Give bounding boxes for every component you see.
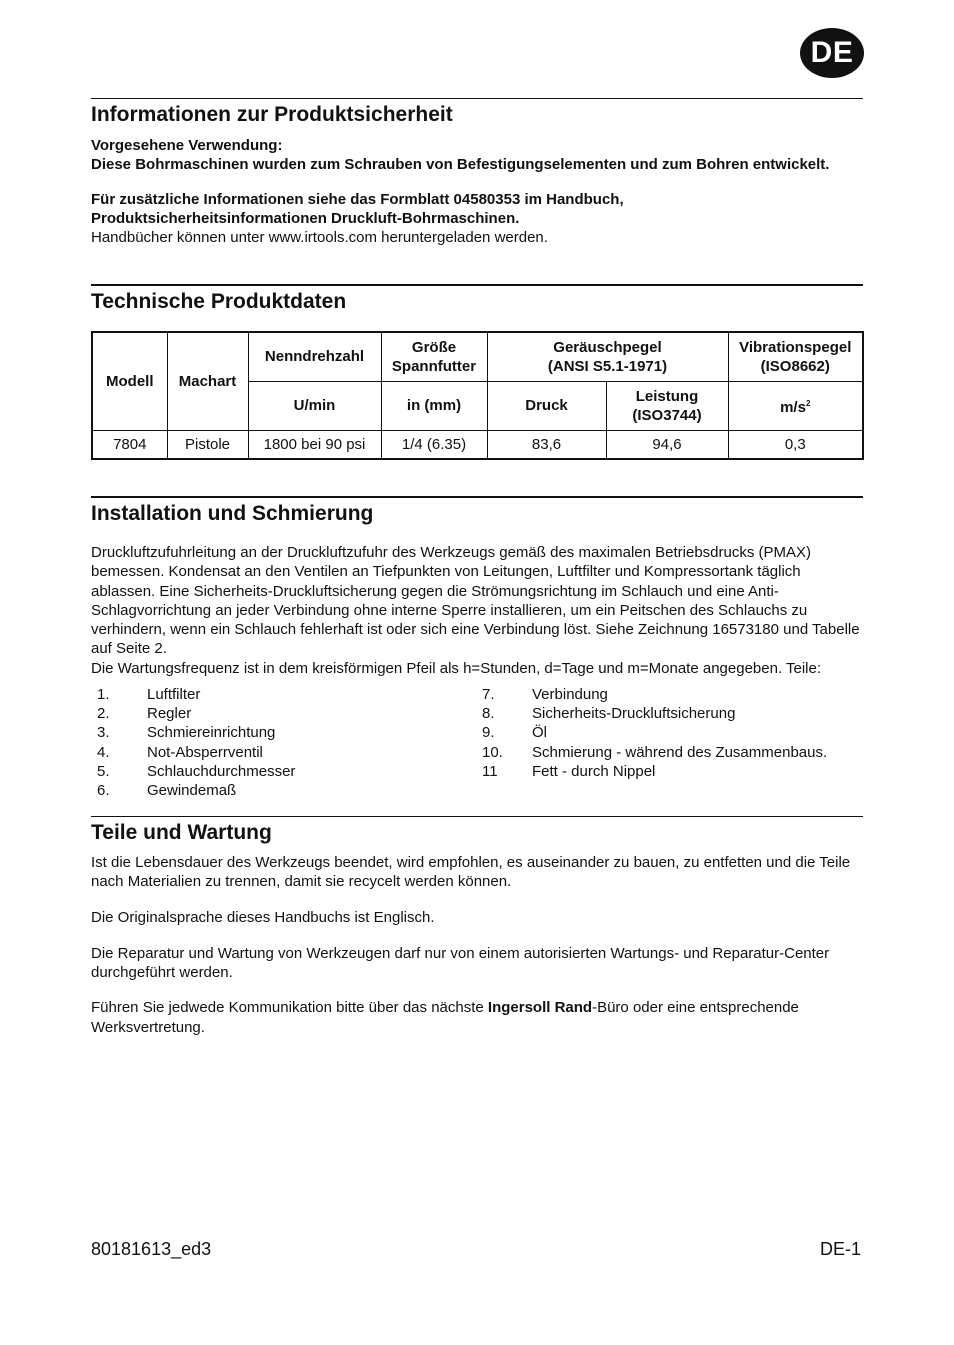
unit-ms-superscript: 2: [805, 399, 811, 408]
header-modell: Modell: [92, 332, 167, 430]
unit-druck: Druck: [487, 381, 606, 430]
parts-list-left: [91, 685, 476, 800]
header-vibration-line1: Vibrationspegel: [739, 338, 852, 356]
footer-page-number: DE-1: [819, 1239, 861, 1259]
list-item-number: 7.: [482, 686, 495, 704]
unit-ms-text: m/s: [780, 399, 806, 416]
header-vibrationspegel: [728, 332, 863, 381]
intended-use-text: Diese Bohrmaschinen wurden zum Schrauben von Befestigungselementen und zum Bohren entwickelt.: [91, 156, 830, 174]
list-item-text: Sicherheits-Druckluftsicherung: [532, 705, 736, 723]
section-divider: [91, 284, 863, 286]
section-parts-maintenance: [91, 816, 863, 1037]
contact-text-before: Führen Sie jedwede Kommunikation bitte über das nächste: [91, 999, 488, 1017]
list-item: [91, 781, 476, 800]
heading-technical-data: Technische Produktdaten: [91, 290, 347, 313]
brand-name: Ingersoll Rand: [487, 999, 593, 1017]
header-machart: Machart: [167, 332, 248, 430]
list-item: [91, 743, 476, 762]
section-technical-data: [91, 284, 863, 315]
list-item: [91, 762, 476, 781]
list-item: [91, 685, 476, 704]
list-item-text: Gewindemaß: [147, 782, 237, 800]
unit-umin: U/min: [248, 381, 381, 430]
installation-paragraph: Druckluftzufuhrleitung an der Druckluftzufuhr des Werkzeugs gemäß des maximalen Betriebsdrucks (PMAX) bemessen. Kondensat an den Ventilen an Tiefpunkten von Leitungen, Luftfilter und Kompressortank täglich ablassen. Eine Sicherheits-Druckluftsicherung gegen die Strömungsrichtung im Schlauch und eine Anti-Schlagvorrichtung an jeder Verbindung ohne interne Sperre installieren, um ein Peitschen des Schlauchs zu verhindern, wenn ein Schlauch fehlerhaft ist oder sich eine Verbindung löst. Siehe Zeichnung 16573180 und Tabelle auf Seite 2.: [91, 544, 860, 658]
manual-download-text: Handbücher können unter www.irtools.com heruntergeladen werden.: [91, 229, 548, 247]
list-item: [476, 704, 861, 723]
heading-installation: Installation und Schmierung: [91, 502, 374, 525]
header-groesse: [381, 332, 487, 381]
language-badge: DE: [800, 28, 864, 78]
list-item-number: 11: [482, 762, 498, 780]
list-item: [476, 762, 861, 781]
original-language-text: Die Originalsprache dieses Handbuchs ist Englisch.: [91, 908, 435, 926]
additional-info-text: Für zusätzliche Informationen siehe das Formblatt 04580353 im Handbuch, Produktsicherheitsinformationen Druckluft-Bohrmaschinen.: [91, 190, 624, 227]
parts-list-right: [476, 685, 861, 800]
header-nenndrehzahl: Nenndrehzahl: [248, 332, 381, 381]
cell-modell: 7804: [92, 430, 167, 459]
list-item-number: 5.: [97, 762, 110, 780]
list-item-number: 4.: [97, 743, 110, 761]
list-item: [91, 704, 476, 723]
header-vibration-line2: (ISO8662): [760, 357, 830, 375]
list-item-text: Verbindung: [532, 686, 608, 704]
list-item-number: 3.: [97, 724, 110, 742]
cell-vibration: 0,3: [728, 430, 863, 459]
list-item-text: Öl: [532, 724, 547, 742]
header-geraeusch-line1: Geräuschpegel: [553, 338, 662, 356]
list-item-number: 1.: [97, 686, 110, 704]
spec-table-wrapper: [91, 331, 863, 460]
footer-doc-number: 80181613_ed3: [91, 1239, 212, 1259]
unit-leistung: [606, 381, 728, 430]
cell-machart: Pistole: [167, 430, 248, 459]
list-item-number: 2.: [97, 705, 110, 723]
header-geraeusch-line2: (ANSI S5.1-1971): [547, 357, 668, 375]
parts-list: [91, 685, 863, 800]
section-product-safety: [91, 98, 863, 247]
cell-nenndrehzahl: 1800 bei 90 psi: [248, 430, 381, 459]
table-row: [92, 430, 863, 459]
section-installation: [91, 496, 863, 800]
list-item-number: 6.: [97, 782, 110, 800]
list-item-text: Schlauchdurchmesser: [147, 762, 296, 780]
spec-table: [91, 331, 864, 460]
unit-inmm: in (mm): [381, 381, 487, 430]
list-item-text: Fett - durch Nippel: [532, 762, 656, 780]
contact-text-after: -Büro oder eine entsprechende Werksvertretung.: [91, 999, 799, 1036]
unit-leistung-line1: Leistung: [635, 387, 699, 405]
cell-groesse: 1/4 (6.35): [381, 430, 487, 459]
list-item: [476, 685, 861, 704]
list-item-number: 8.: [482, 705, 495, 723]
list-item-text: Schmiereinrichtung: [147, 724, 276, 742]
unit-ms: [728, 381, 863, 430]
list-item: [476, 723, 861, 742]
cell-druck: 83,6: [487, 430, 606, 459]
contact-text: [91, 998, 863, 1037]
repair-text: Die Reparatur und Wartung von Werkzeugen darf nur von einem autorisierten Wartungs- und Reparatur-Center durchgeführt werden.: [91, 944, 830, 982]
unit-leistung-line2: (ISO3744): [632, 406, 702, 424]
list-item: [476, 743, 861, 762]
recycling-text: Ist die Lebensdauer des Werkzeugs beendet, wird empfohlen, es auseinander zu bauen, zu entfetten und die Teile nach Materialien zu trennen, damit sie recycelt werden können.: [91, 854, 851, 891]
section-divider: [91, 98, 863, 99]
section-divider: [91, 496, 863, 498]
header-groesse-line1: Größe: [411, 338, 457, 356]
header-groesse-line2: Spannfutter: [391, 357, 477, 375]
list-item: [91, 723, 476, 742]
list-item-number: 9.: [482, 724, 495, 742]
list-item-text: Not-Absperrventil: [147, 743, 263, 761]
list-item-text: Schmierung - während des Zusammenbaus.: [532, 743, 828, 761]
maintenance-frequency-text: Die Wartungsfrequenz ist in dem kreisförmigen Pfeil als h=Stunden, d=Tage und m=Monate angegeben. Teile:: [91, 659, 822, 677]
table-header-row: [92, 332, 863, 381]
intended-use-label: Vorgesehene Verwendung:: [91, 137, 283, 154]
list-item-text: Luftfilter: [147, 686, 201, 704]
list-item-number: 10.: [482, 743, 503, 761]
list-item-text: Regler: [147, 705, 192, 723]
heading-parts-maintenance: Teile und Wartung: [91, 821, 272, 844]
heading-product-safety: Informationen zur Produktsicherheit: [91, 103, 453, 126]
cell-leistung: 94,6: [606, 430, 728, 459]
section-divider: [91, 816, 863, 817]
header-geraeuschpegel: [487, 332, 728, 381]
